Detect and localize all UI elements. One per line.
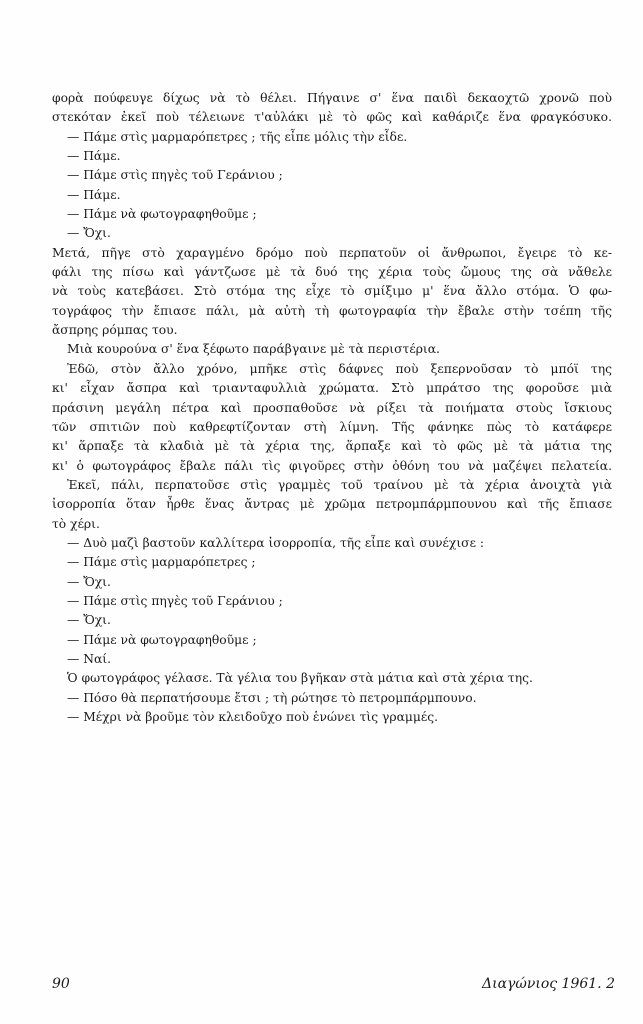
dialogue-line: — Πάμε στὶς πηγὲς τοῦ Γεράνιου ; bbox=[67, 168, 283, 183]
text-line: φάλι της πίσω καὶ γάντζωσε μὲ τὰ δυό της χέρια τοὺς ὤμους της σὰ νἄθελε bbox=[52, 265, 612, 280]
text-line: Μιὰ κουρούνα σ' ἕνα ξέφωτο παράβγαινε μὲ τὰ περιστέρια. bbox=[67, 342, 440, 357]
text-line: Ἐκεῖ, πάλι, περπατοῦσε στὶς γραμμὲς τοῦ τραίνου μὲ τὰ χέρια ἀνοιχτὰ γιὰ bbox=[67, 477, 612, 492]
dialogue-line: — Ὄχι. bbox=[67, 613, 111, 628]
dialogue-line: — Πάμε νὰ φωτογραφηθοῦμε ; bbox=[67, 207, 257, 222]
dialogue-line: — Πάμε. bbox=[67, 187, 121, 202]
dialogue-line: — Μέχρι νὰ βροῦμε τὸν κλειδοῦχο ποὺ ἑνώνει τὶς γραμμές. bbox=[67, 710, 439, 724]
dialogue-line: — Πάμε. bbox=[67, 149, 121, 164]
text-line: ἄσπρης ρόμπας του. bbox=[52, 323, 178, 338]
journal-issue: Διαγώνιος 1961. 2 bbox=[482, 976, 615, 992]
dialogue-line: — Ναί. bbox=[67, 651, 111, 666]
text-line: τῶν σπιτιῶν ποὺ καθρεφτίζονταν στὴ λίμνη. Τῆς φάνηκε πὼς τὸ κατάφερε bbox=[52, 419, 612, 434]
text-line: ἰσορροπία ὅταν ἦρθε ἕνας ἄντρας μὲ χρῶμα πετρομπάρμπουνου καὶ τῆς ἔπιασε bbox=[52, 497, 612, 512]
text-line: νὰ τοὺς κατεβάσει. Στὸ στόμα της εἶχε τὸ σμίξιμο μ' ἕνα ἄλλο στόμα. Ὁ φω- bbox=[52, 284, 612, 299]
text-line: πράσινη μεγάλη πέτρα καὶ προσπαθοῦσε νὰ ρίξει τὰ ποιήματα στοὺς ἴσκιους bbox=[52, 400, 612, 415]
text-line: Ὁ φωτογράφος γέλασε. Τὰ γέλια του βγῆκαν στὰ μάτια καὶ στὰ χέρια της. bbox=[67, 671, 533, 686]
dialogue-line: — Πάμε στὶς πηγὲς τοῦ Γεράνιου ; bbox=[67, 593, 283, 608]
dialogue-line: — Πόσο θὰ περπατήσουμε ἔτσι ; τὴ ρώτησε τὸ πετρομπάρμπουνο. bbox=[67, 690, 477, 705]
text-line: κι' εἶχαν ἄσπρα καὶ τριανταφυλλιὰ χρώματα. Στὸ μπράτσο της φοροῦσε μιὰ bbox=[52, 381, 612, 396]
text-line: φορὰ πούφευγε δίχως νὰ τὸ θέλει. Πήγαινε σ' ἕνα παιδὶ δεκαοχτῶ χρονῶ ποὺ bbox=[52, 91, 612, 105]
dialogue-line: — Πάμε στὶς μαρμαρόπετρες ; τῆς εἶπε μόλις τὴν εἶδε. bbox=[67, 129, 408, 144]
dialogue-line: — Πάμε στὶς μαρμαρόπετρες ; bbox=[67, 555, 256, 570]
text-line: Μετά, πῆγε στὸ χαραγμένο δρόμο ποὺ περπατοῦν οἱ ἄνθρωποι, ἔγειρε τὸ κε- bbox=[52, 245, 612, 260]
page-number: 90 bbox=[52, 976, 70, 992]
text-line: κι' ὁ φωτογράφος ἔβαλε πάλι τὶς φιγοῦρες στὴν ὀθόνη του νὰ μαζέψει πελατεία. bbox=[52, 458, 612, 473]
text-line: τὸ χέρι. bbox=[52, 516, 100, 531]
dialogue-line: — Ὄχι. bbox=[67, 226, 111, 241]
dialogue-line: — Ὄχι. bbox=[67, 574, 111, 589]
dialogue-line: — Δυὸ μαζὶ βαστοῦν καλλίτερα ἰσορροπία, τῆς εἶπε καὶ συνέχισε : bbox=[67, 535, 485, 550]
text-line: τογράφος τὴν ἔπιασε πάλι, μὰ αὐτὴ τὴ φωτογραφία τὴν ἔβαλε στὴν τσέπη τῆς bbox=[52, 303, 612, 318]
text-line: στεκόταν ἐκεῖ ποὺ τέλειωνε τ'αὐλάκι μὲ τὸ φῶς καὶ καθάριζε ἕνα φραγκόσυκο. bbox=[52, 110, 612, 125]
text-line: Ἐδῶ, στὸν ἄλλο χρόνο, μπῆκε στὶς δάφνες ποὺ ξεπερνοῦσαν τὸ μπόϊ της bbox=[67, 361, 612, 376]
body-text bbox=[52, 89, 612, 727]
dialogue-line: — Πάμε νὰ φωτογραφηθοῦμε ; bbox=[67, 632, 257, 647]
text-line: κι' ἅρπαξε τὰ κλαδιὰ μὲ τὰ χέρια της, ἅρπαξε καὶ τὸ φῶς μὲ τὰ μάτια της bbox=[52, 439, 612, 454]
